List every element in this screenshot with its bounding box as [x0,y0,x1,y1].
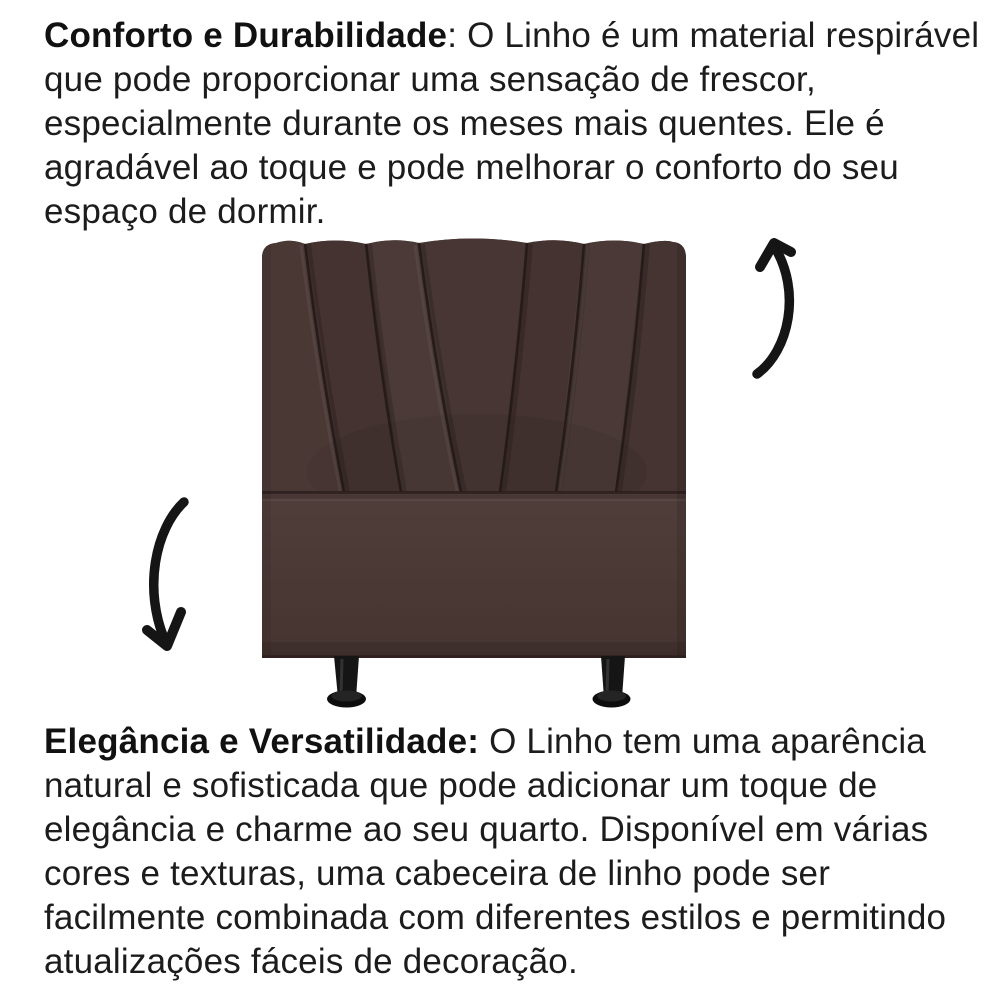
paragraph-line: espaço de dormir. [44,192,326,231]
bottom-paragraph-line1-text: O Linho tem uma aparência [479,722,926,761]
top-paragraph [44,14,979,234]
paragraph-line: atualizações fáceis de decoração. [44,942,578,981]
bottom-paragraph-heading: Elegância e Versatilidade: [44,722,480,761]
right-leg [593,656,631,708]
paragraph-line: especialmente durante os meses mais quentes. Ele é [44,104,885,143]
paragraph-line: cores e texturas, uma cabeceira de linho pode ser [44,854,831,893]
headboard-legs [327,656,631,708]
paragraph-line [44,14,979,58]
left-leg [327,656,366,708]
paragraph-line: que pode proporcionar uma sensação de frescor, [44,60,816,99]
paragraph-line: elegância e charme ao seu quarto. Disponível em várias [44,810,929,849]
curved-arrow-up-icon [757,243,791,374]
paragraph-line: facilmente combinada com diferentes estilos e permitindo [44,898,947,937]
paragraph-line: natural e sofisticada que pode adicionar um toque de [44,766,878,805]
top-paragraph-heading: Conforto e Durabilidade [44,16,448,55]
top-paragraph-line1-text: : O Linho é um material respirável [447,16,980,55]
paragraph-line: agradável ao toque e pode melhorar o conforto do seu [44,148,899,187]
bottom-paragraph [44,720,946,984]
curved-arrow-down-icon [147,502,184,646]
headboard [262,232,686,658]
paragraph-line [44,720,946,764]
